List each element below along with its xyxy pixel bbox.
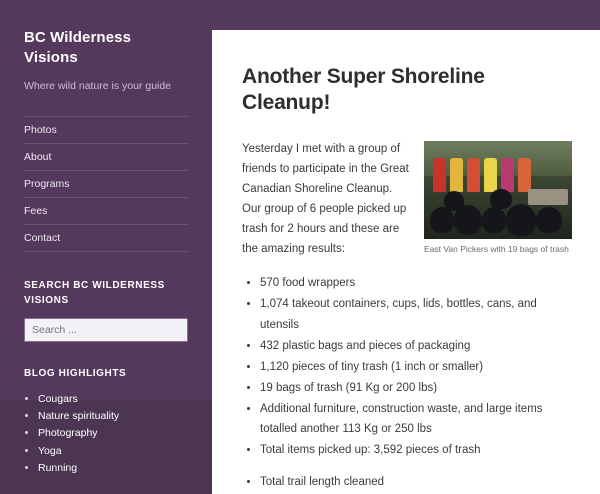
site-description: Where wild nature is your guide [24,79,172,92]
site-title[interactable]: BC Wilderness Visions [24,29,132,67]
nav-link-photos[interactable]: Photos [24,123,57,136]
list-item: • 432 plastic bags and pieces of packaging [260,336,572,356]
post-figure [424,141,572,256]
cleanup-group-photo [424,141,572,239]
list-item[interactable] [38,408,188,425]
search-widget-title: SEARCH BC WILDERNESS VISIONS [24,279,165,306]
list-item[interactable] [38,443,188,460]
list-item: • 1,120 pieces of tiny trash (1 inch or smaller) [260,357,572,377]
primary-nav [24,116,188,252]
highlight-link-photography[interactable]: Photography [38,427,98,440]
highlight-link-nature-spirituality[interactable]: Nature spirituality [38,410,120,423]
nav-link-programs[interactable]: Programs [24,177,70,190]
list-item: • 570 food wrappers [260,273,572,293]
nav-link-fees[interactable]: Fees [24,204,48,217]
list-item: • 19 bags of trash (91 Kg or 200 lbs) [260,378,572,398]
list-item: • 1,074 takeout containers, cups, lids, bottles, cans, and utensils [260,294,572,334]
list-item[interactable] [38,460,188,477]
sidebar [0,0,212,474]
post-body [242,139,572,493]
results-list [242,273,572,492]
sidebar-item-contact[interactable] [24,225,188,252]
nav-link-contact[interactable]: Contact [24,231,61,244]
sidebar-item-fees[interactable] [24,198,188,225]
sidebar-item-photos[interactable] [24,117,188,144]
list-item: • Total items picked up: 3,592 pieces of trash [260,440,572,460]
sidebar-item-programs[interactable] [24,171,188,198]
list-item: • Additional furniture, construction waste, and large items totalled another 113 Kg or 250 lbs [260,399,572,439]
figure-caption: East Van Pickers with 19 bags of trash [424,243,569,254]
list-item: • Total trail length cleaned [260,472,572,492]
search-input[interactable] [24,318,188,342]
post-lead-paragraph: Yesterday I met with a group of friends to participate in the Great Canadian Shoreline Cleanup. Our group of 6 people picked up trash for 2 hours and these are the amazing results: [242,142,409,256]
page-title: Another Super Shoreline Cleanup! [242,65,485,115]
nav-link-about[interactable]: About [24,150,52,163]
highlight-link-cougars[interactable]: Cougars [38,392,78,405]
main-content [212,30,600,494]
highlight-link-running[interactable]: Running [38,461,78,474]
sidebar-item-about[interactable] [24,144,188,171]
highlights-widget-title: BLOG HIGHLIGHTS [24,367,127,379]
highlight-link-yoga[interactable]: Yoga [38,444,62,457]
list-item[interactable] [38,425,188,442]
blog-highlights-list [24,391,188,478]
list-item[interactable] [38,391,188,408]
